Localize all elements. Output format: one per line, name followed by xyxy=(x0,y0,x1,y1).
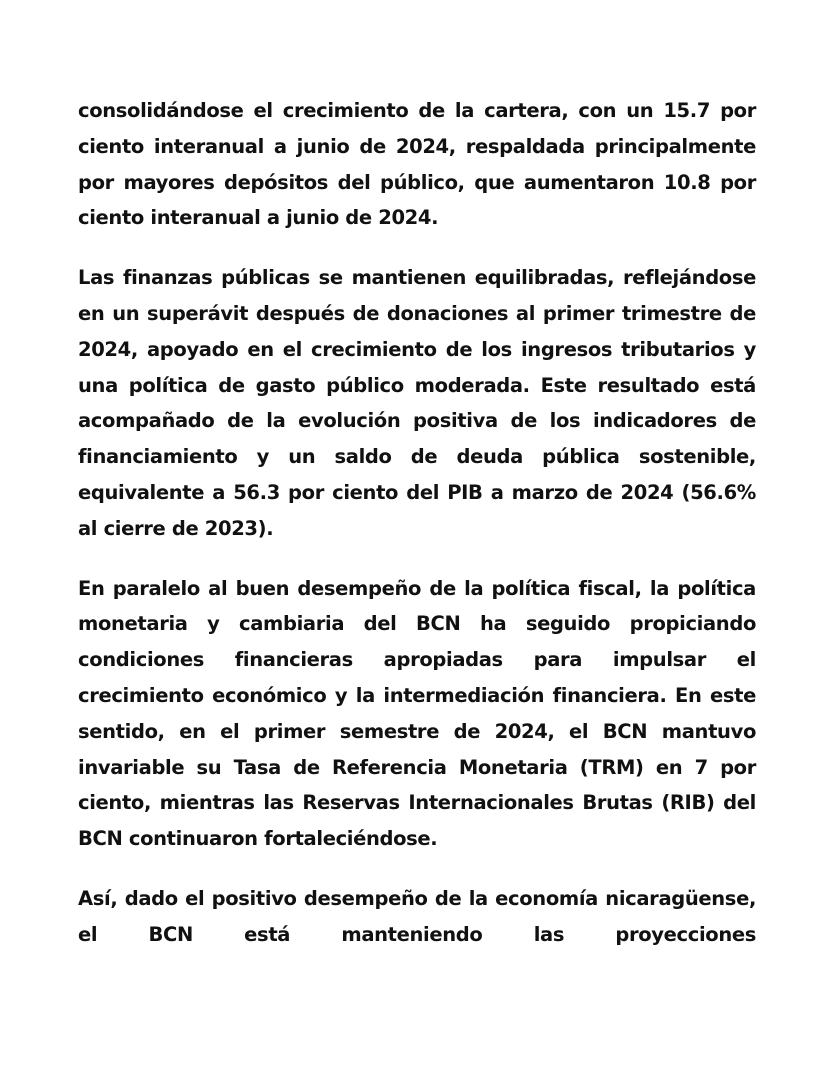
paragraph-public-finances: Las finanzas públicas se mantienen equilibradas, reflejándose en un superávit después de donaciones al primer trimestre de 2024, apoyado en el crecimiento de los ingresos tributarios y una política de gasto público moderada. Este resultado está acompañado de la evolución positiva de los indicadores de financiamiento y un saldo de deuda pública sostenible, equivalente a 56.3 por ciento del PIB a marzo de 2024 (56.6% al cierre de 2023). xyxy=(78,266,756,540)
paragraph-projections: Así, dado el positivo desempeño de la economía nicaragüense, el BCN está manteniendo las proyecciones xyxy=(78,886,756,946)
document-page xyxy=(78,93,756,977)
paragraph-credit-growth: consolidándose el crecimiento de la cartera, con un 15.7 por ciento interanual a junio de 2024, respaldada principalmente por mayores depósitos del público, que aumentaron 10.8 por ciento interanual a junio de 2024. xyxy=(78,99,756,230)
paragraph-monetary-policy: En paralelo al buen desempeño de la política fiscal, la política monetaria y cambiaria del BCN ha seguido propiciando condiciones financieras apropiadas para impulsar el crecimiento económico y la intermediación financiera. En este sentido, en el primer semestre de 2024, el BCN mantuvo invariable su Tasa de Referencia Monetaria (TRM) en 7 por ciento, mientras las Reservas Internacionales Brutas (RIB) del BCN continuaron fortaleciéndose. xyxy=(78,576,756,851)
